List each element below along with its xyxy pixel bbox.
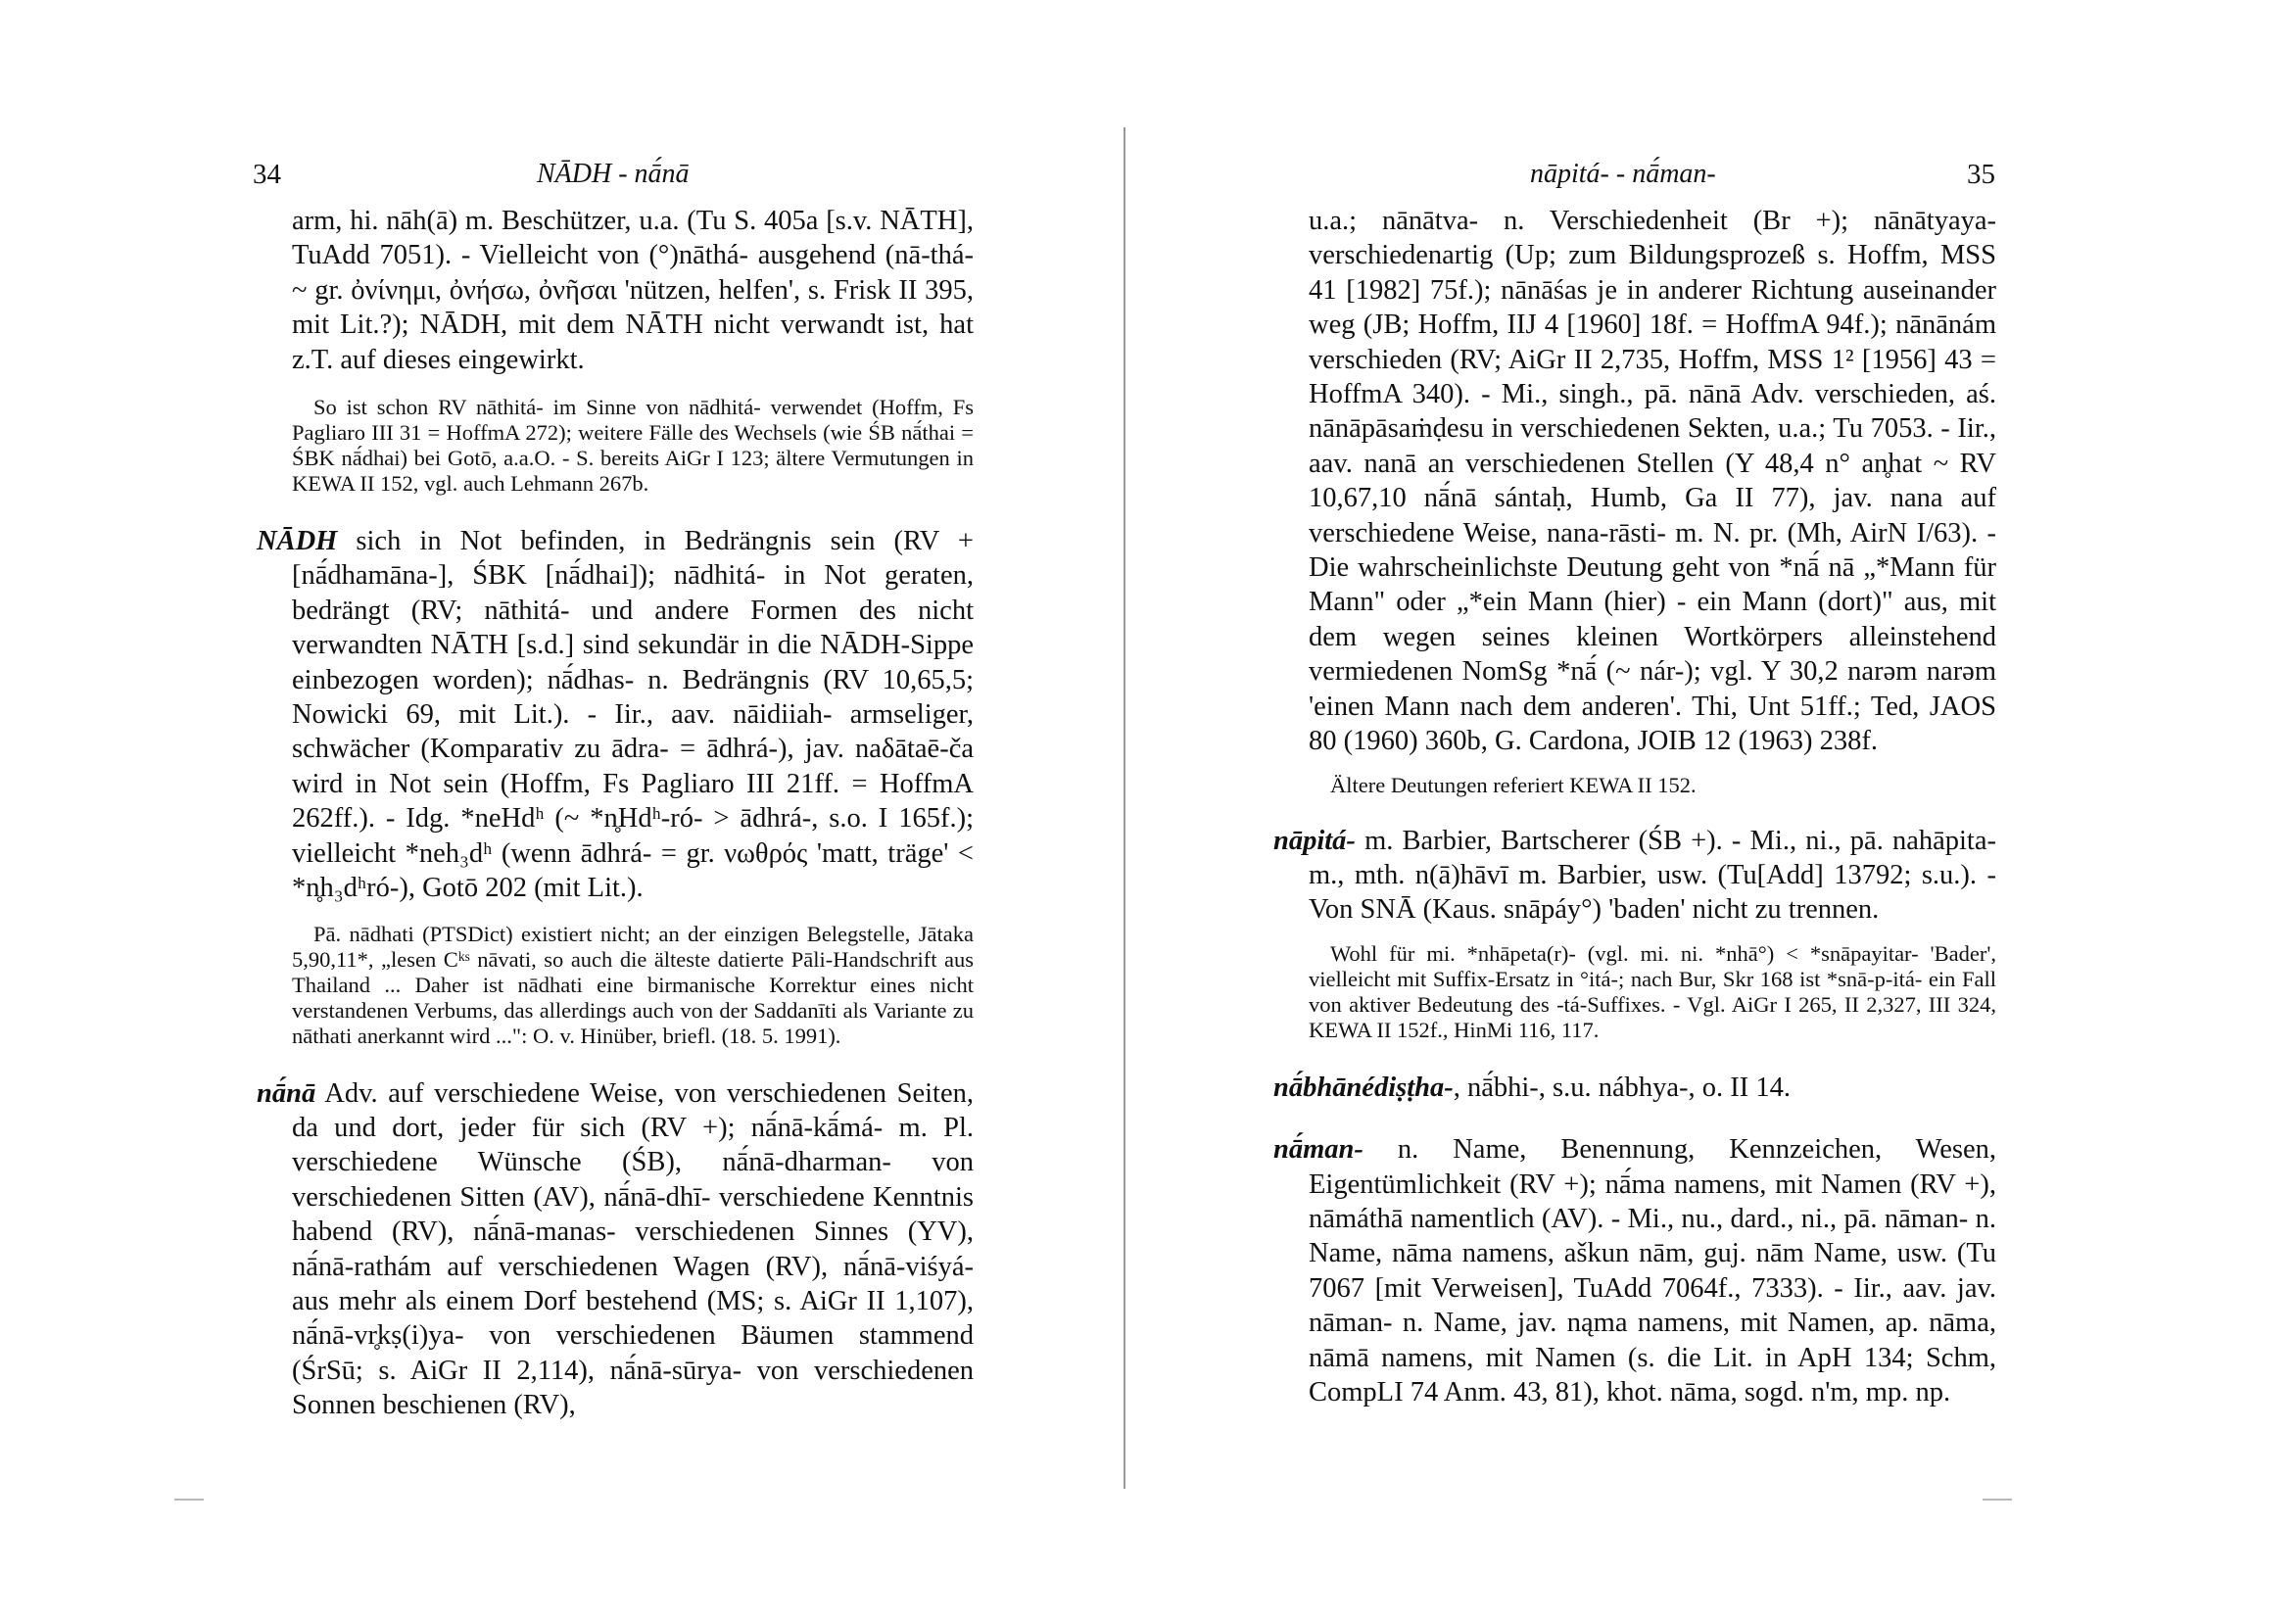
entry-nadh: [257, 524, 974, 905]
right-column: [1273, 204, 1996, 1409]
lemma: nā́bhānédiṣṭha-: [1273, 1072, 1454, 1103]
entry-naman: [1273, 1132, 1996, 1409]
entry-text: sich in Not befinden, in Bedrängnis sein (RV + [nā́dhamāna-], ŚBK [nā́dhai]); nādhitá- in Not geraten, bedrängt (RV; nāthitá- und andere Formen des nicht verwandten NĀTH [s.d.] sind sekundär in die NĀDH-Sippe einbezogen worden); nā́dhas- n. Bedrängnis (RV 10,65,5; Nowicki 69, mit Lit.). - Iir., aav. nāidiiah- armseliger, schwächer (Komparativ zu ādra- = ādhrá-), jav. naδātaē-ča wird in Not sein (Hoffm, Fs Pagliaro III 21ff. = HoffmA 262ff.). - Idg. *neHdʰ (~ *n̥Hdʰ-ró- > ādhrá-, s.o. I 165f.); vielleicht *neh₃dʰ (wenn ādhrá- = gr. νωθρός 'matt, träge' < *n̥h₃dʰró-), Gotō 202 (mit Lit.).: [292, 526, 974, 904]
right-page: [1148, 0, 2296, 1622]
page-number-right: 35: [1967, 159, 1995, 190]
page-number-left: 34: [253, 159, 281, 190]
left-column: [257, 204, 974, 1423]
note-block: Wohl für mi. *nhāpeta(r)- (vgl. mi. ni. *nhā°) < *snāpayitar- 'Bader', vielleicht mit Suffix-Ersatz in °itá-; nach Bur, Skr 168 ist *snā-p-itá- ein Fall von aktiver Bedeutung des -tá-Suffixes. - Vgl. AiGr I 265, II 2,327, III 324, KEWA II 152f., HinMi 116, 117.: [1309, 940, 1996, 1042]
left-page: [0, 0, 1146, 1622]
running-head-right: nāpitá- - nā́man-: [1530, 159, 1716, 189]
lemma: nāpitá-: [1273, 825, 1356, 856]
entry-text: m. Barbier, Bartscherer (ŚB +). - Mi., ni., pā. nahāpita- m., mth. n(ā)hāvī m. Barbier, usw. (Tu[Add] 13792; s.u.). - Von SNĀ (Kaus. snāpáy°) 'baden' nicht zu trennen.: [1309, 825, 1996, 926]
lemma: nā́nā: [257, 1077, 316, 1109]
scan-mark: [1983, 1499, 2012, 1501]
entry-text: arm, hi. nāh(ā) m. Beschützer, u.a. (Tu S. 405a [s.v. NĀTH], TuAdd 7051). - Vielleicht von (°)nāthá- ausgehend (nā-thá- ~ gr. ὀνίνημι, ὀνήσω, ὀνῆσαι 'nützen, helfen', s. Frisk II 395, mit Lit.?); NĀDH, mit dem NĀTH nicht verwandt ist, hat z.T. auf dieses eingewirkt.: [292, 206, 974, 375]
note-block: Ältere Deutungen referiert KEWA II 152.: [1330, 772, 1697, 797]
lemma: nā́man-: [1273, 1134, 1363, 1166]
entry-text: Adv. auf verschiedene Weise, von verschiedenen Seiten, da und dort, jeder für sich (RV +); nā́nā-kā́má- m. Pl. verschiedene Wünsche (ŚB), nā́nā-dharman- von verschiedenen Sitten (AV), nā́nā-dhī- verschiedene Kenntnis habend (RV), nā́nā-manas- verschiedenen Sinnes (YV), nā́nā-rathám auf verschiedenen Wagen (RV), nā́nā-viśyá- aus mehr als einem Dorf bestehend (MS; s. AiGr II 1,107), nā́nā-vr̥kṣ(i)ya- von verschiedenen Bäumen stammend (ŚrSū; s. AiGr II 2,114), nā́nā-sūrya- von verschiedenen Sonnen beschienen (RV),: [292, 1077, 974, 1421]
entry-text: n. Name, Benennung, Kennzeichen, Wesen, Eigentümlichkeit (RV +); nā́ma namens, mit Namen (RV +), nāmáthā namentlich (AV). - Mi., nu., dard., ni., pā. nāman- n. Name, nāma namens, aškun nām, guj. nām Name, usw. (Tu 7067 [mit Verweisen], TuAdd 7064f., 7333). - Iir., aav. jav. nāman- n. Name, jav. nąma namens, mit Namen, ap. nāma, nāmā namens, mit Namen (s. die Lit. in ApH 134; Schm, CompLI 74 Anm. 43, 81), khot. nāma, sogd. n'm, mp. np.: [1309, 1134, 1996, 1407]
running-head-left: NĀDH - nā́nā: [537, 159, 690, 189]
note-block: So ist schon RV nāthitá- im Sinne von nādhitá- verwendet (Hoffm, Fs Pagliaro III 31 = HoffmA 272); weitere Fälle des Wechsels (wie ŚB nā́thai = ŚBK nā́dhai) bei Gotō, a.a.O. - S. bereits AiGr I 123; ältere Vermutungen in KEWA II 152, vgl. auch Lehmann 267b.: [292, 395, 974, 497]
entry-nabhanedistha: [1273, 1071, 1996, 1105]
lemma: NĀDH: [257, 526, 338, 557]
entry-text: u.a.; nānātva- n. Verschiedenheit (Br +); nānātyaya- verschiedenartig (Up; zum Bildungsprozeß s. Hoffm, MSS 41 [1982] 75f.); nānāśas je in anderer Richtung auseinander weg (JB; Hoffm, IIJ 4 [1960] 18f. = HoffmA 94f.); nānānám verschieden (RV; AiGr II 2,735, Hoffm, MSS 1² [1956] 43 = HoffmA 340). - Mi., singh., pā. nānā Adv. verschieden, aś. nānāpāsaṁḍesu in verschiedenen Sekten, u.a.; Tu 7053. - Iir., aav. nanā an verschiedenen Stellen (Y 48,4 n° an̥hat ~ RV 10,67,10 nā́nā sántaḥ, Humb, Ga II 77), jav. nana auf verschiedene Weise, nana-rāsti- m. N. pr. (Mh, AirN I/63). - Die wahrscheinlichste Deutung geht von *nā́ nā „*Mann für Mann" oder „*ein Mann (hier) - ein Mann (dort)" aus, mit dem wegen seines kleinen Wortkörpers alleinstehend vermiedenen NomSg *nā́ (~ nár-); vgl. Y 30,2 narəm narəm 'einen Mann nach dem anderen'. Thi, Unt 51ff.; Ted, JAOS 80 (1960) 360b, G. Cardona, JOIB 12 (1963) 238f.: [1309, 206, 1996, 757]
entry-napita: [1273, 824, 1996, 928]
entry-continuation: [1273, 204, 1996, 759]
entry-nana: [257, 1076, 974, 1423]
scan-mark: [174, 1499, 204, 1501]
entry-continuation: [257, 204, 974, 377]
entry-text: , nā́bhi-, s.u. nábhya-, o. II 14.: [1453, 1072, 1792, 1103]
note-block: Pā. nādhati (PTSDict) existiert nicht; an der einzigen Belegstelle, Jātaka 5,90,11*, „lesen Cᵏˢ nāvati, so auch die älteste datierte Pāli-Handschrift aus Thailand ... Daher ist nādhati eine birmanische Korrektur eines nicht verstandenen Verbums, das allerdings auch von der Saddanīti als Variante zu nāthati anerkannt wird ...": O. v. Hinüber, briefl. (18. 5. 1991).: [292, 921, 974, 1048]
gutter-line: [1124, 127, 1125, 1489]
